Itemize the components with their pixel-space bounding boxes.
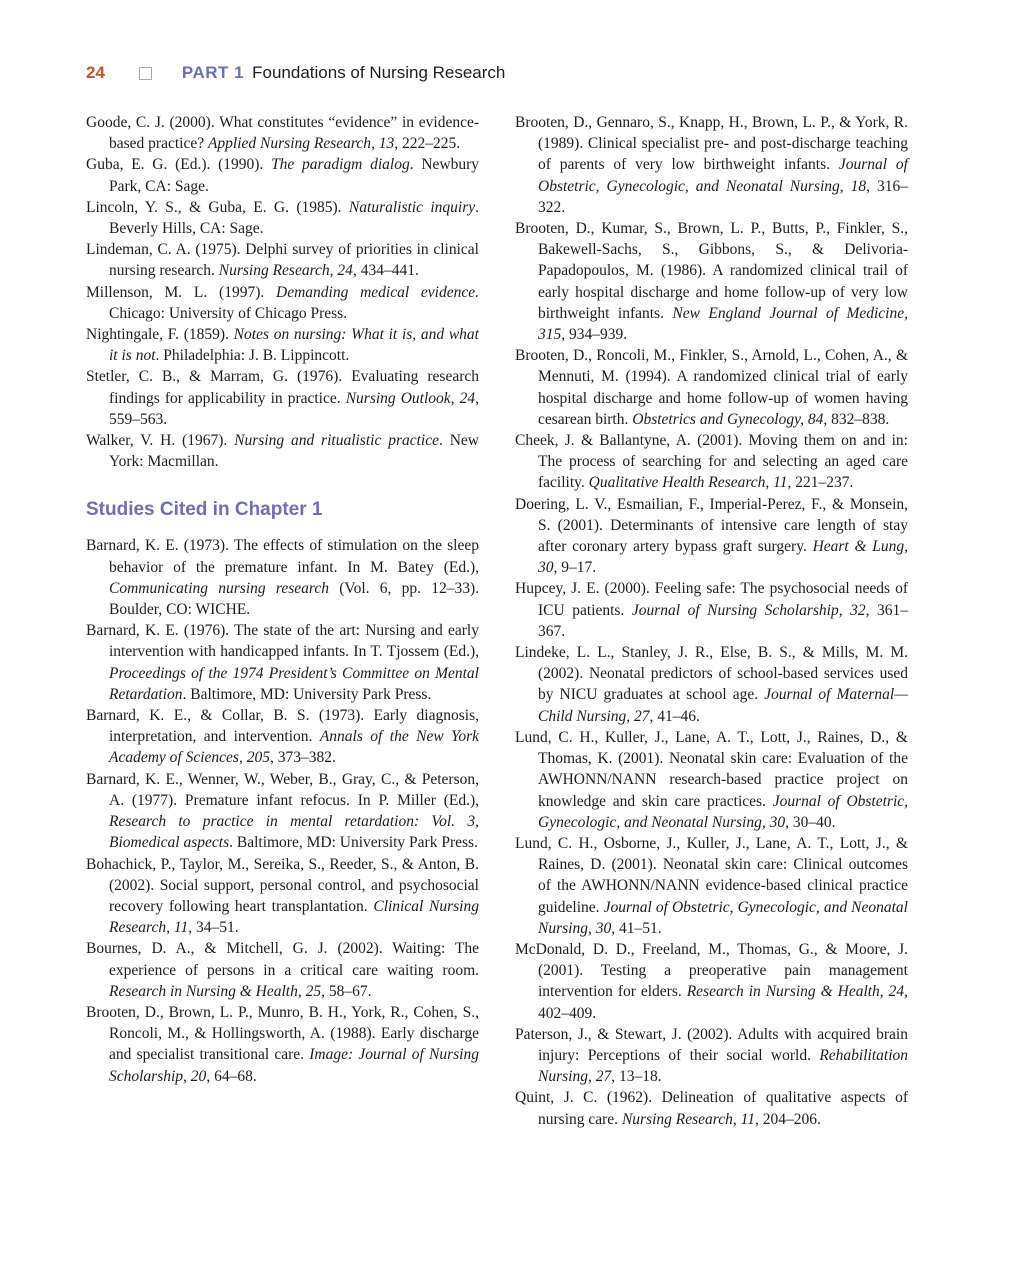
reference-source-title: Clinical Nursing Research, 11: [109, 897, 479, 937]
left-column: [86, 112, 479, 1087]
reference-entry: [86, 854, 479, 939]
reference-source-title: Communicating nursing research: [109, 579, 329, 597]
part-title: Foundations of Nursing Research: [252, 63, 506, 82]
reference-entry: [86, 197, 479, 239]
reference-pages: , 30–40.: [785, 813, 836, 831]
reference-text: Brooten, D., Brown, L. P., Munro, B. H., York, R., Cohen, S., Roncoli, M., & Hollingsworth, A. (1988). Early discharge and specialist transitional care.: [86, 1003, 479, 1064]
reference-pages: . New York: Macmillan.: [109, 432, 479, 471]
reference-source-title: Heart & Lung, 30: [538, 538, 908, 577]
reference-entry: [86, 154, 479, 196]
reference-text: Lindeman, C. A. (1975). Delphi survey of priorities in clinical nursing research.: [86, 241, 479, 280]
reference-text: Nightingale, F. (1859).: [86, 326, 234, 344]
reference-text: Millenson, M. L. (1997).: [86, 283, 276, 301]
reference-source-title: Rehabilitation Nursing, 27: [538, 1046, 908, 1086]
reference-pages: , 402–409.: [538, 983, 908, 1022]
reference-pages: , 434–441.: [352, 262, 419, 280]
reference-text: Barnard, K. E., Wenner, W., Weber, B., Gray, C., & Peterson, A. (1977). Premature infant refocus. In P. Miller (Ed.),: [86, 770, 479, 809]
reference-pages: . Newbury Park, CA: Sage.: [109, 156, 479, 195]
reference-text: Barnard, K. E., & Collar, B. S. (1973). Early diagnosis, interpretation, and intervention.: [86, 707, 479, 746]
reference-text: Quint, J. C. (1962). Delineation of qualitative aspects of nursing care.: [515, 1089, 908, 1128]
reference-source-title: Naturalistic inquiry: [348, 198, 476, 216]
studies-cited-list: [86, 535, 479, 1086]
reference-entry: [86, 430, 479, 472]
reference-source-title: Demanding medical evidence.: [276, 283, 479, 301]
reference-entry: [86, 620, 479, 705]
reference-text: McDonald, D. D., Freeland, M., Thomas, G., & Moore, J. (2001). Testing a preoperative pain management intervention for elders.: [515, 940, 908, 1001]
reference-text: Stetler, C. B., & Marram, G. (1976). Evaluating research findings for applicability in practice.: [86, 368, 479, 407]
separator-square-icon: [139, 67, 152, 80]
reference-entry: [86, 769, 479, 854]
reference-source-title: Research in Nursing & Health, 25: [109, 982, 322, 1000]
reference-entry: [515, 218, 908, 345]
reference-source-title: Proceedings of the 1974 President’s Committee on Mental Retardation: [109, 664, 479, 703]
reference-pages: , 9–17.: [553, 559, 597, 577]
reference-entry: [86, 1002, 479, 1087]
reference-source-title: Journal of Nursing Scholarship, 32: [631, 601, 866, 619]
reference-entry: [515, 430, 908, 494]
reference-pages: . Beverly Hills, CA: Sage.: [109, 198, 479, 238]
reference-text: Lund, C. H., Kuller, J., Lane, A. T., Lott, J., Raines, D., & Thomas, K. (2001). Neonatal skin care: Evaluation of the AWHONN/NANN research-based practice project on knowledge and skin care practices.: [515, 728, 908, 810]
reference-source-title: Obstetrics and Gynecology, 84: [632, 410, 824, 428]
studies-cited-list-continued: [515, 112, 908, 1130]
reference-entry: [515, 833, 908, 939]
reference-entry: [86, 112, 479, 154]
reference-source-title: New England Journal of Medicine, 315: [538, 304, 908, 344]
reference-entry: [515, 578, 908, 642]
reference-source-title: Applied Nursing Research, 13: [207, 135, 395, 153]
reference-source-title: Notes on nursing: What it is, and what it is not: [109, 326, 479, 365]
reference-text: Brooten, D., Gennaro, S., Knapp, H., Brown, L. P., & York, R. (1989). Clinical specialist pre- and post-discharge teaching of parents of very low birthweight infants.: [515, 114, 908, 174]
reference-entry: [515, 642, 908, 727]
reference-text: Goode, C. J. (2000). What constitutes “evidence” in evidence-based practice?: [86, 114, 479, 153]
reference-pages: . Baltimore, MD: University Park Press.: [229, 834, 478, 852]
part-label: PART 1: [181, 63, 245, 82]
reference-source-title: Annals of the New York Academy of Sciences, 205: [109, 728, 479, 767]
reference-source-title: Research in Nursing & Health, 24: [686, 983, 905, 1001]
reference-source-title: Research to practice in mental retardation: Vol. 3, Biomedical aspects: [109, 813, 479, 852]
reference-pages: , 832–838.: [823, 410, 890, 428]
reference-text: Paterson, J., & Stewart, J. (2002). Adults with acquired brain injury: Perceptions of their social world.: [515, 1025, 908, 1064]
reference-text: Barnard, K. E. (1976). The state of the art: Nursing and early intervention with handicapped infants. In T. Tjossem (Ed.),: [86, 622, 479, 661]
reference-entry: [515, 494, 908, 579]
reference-text: Bohachick, P., Taylor, M., Sereika, S., Reeder, S., & Anton, B. (2002). Social support, personal control, and psychosocial recovery following heart transplantation.: [86, 855, 479, 915]
reference-pages: . Baltimore, MD: University Park Press.: [182, 685, 432, 703]
reference-source-title: Qualitative Health Research, 11: [588, 474, 788, 492]
reference-pages: , 373–382.: [269, 749, 336, 767]
reference-source-title: Journal of Obstetric, Gynecologic, and Neonatal Nursing, 18: [538, 156, 908, 195]
section-heading: Studies Cited in Chapter 1: [86, 499, 323, 521]
reference-source-title: Nursing Research, 24: [218, 262, 353, 280]
reference-text: Doering, L. V., Esmailian, F., Imperial-Perez, F., & Monsein, S. (2001). Determinants of intensive care length of stay after coronary artery bypass graft surgery.: [515, 495, 908, 556]
right-column: [515, 112, 908, 1130]
reference-text: Lincoln, Y. S., & Guba, E. G. (1985).: [86, 198, 349, 216]
reference-entry: [515, 112, 908, 218]
running-header: [86, 60, 505, 86]
reference-source-title: Nursing Outlook, 24: [345, 389, 476, 407]
reference-entry: [86, 535, 479, 620]
reference-entry: [86, 366, 479, 430]
reference-entry: [86, 239, 479, 281]
reference-pages: , 204–206.: [754, 1110, 821, 1128]
reference-pages: , 41–46.: [649, 707, 700, 725]
reference-source-title: Image: Journal of Nursing Scholarship, 20: [109, 1046, 479, 1085]
reference-pages: , 934–939.: [561, 326, 628, 344]
reference-entry: [515, 727, 908, 833]
reference-pages: , 58–67.: [321, 982, 372, 1000]
reference-pages: , 64–68.: [206, 1067, 257, 1085]
reference-text: Lund, C. H., Osborne, J., Kuller, J., Lane, A. T., Lott, J., & Raines, D. (2001). Neonatal skin care: Clinical outcomes of the AWHONN/NANN evidence-based clinical practice guideline.: [515, 834, 908, 916]
reference-entry: [515, 345, 908, 430]
reference-entry: [86, 282, 479, 324]
reference-pages: , 41–51.: [611, 919, 662, 937]
reference-text: Lindeke, L. L., Stanley, J. R., Else, B. S., & Mills, M. M. (2002). Neonatal predictors of school-based services used by NICU graduates at school age.: [515, 644, 908, 704]
reference-entry: [515, 939, 908, 1024]
reference-pages: Chicago: University of Chicago Press.: [109, 304, 348, 322]
reference-text: Bournes, D. A., & Mitchell, G. J. (2002). Waiting: The experience of persons in a critical care waiting room.: [86, 940, 479, 979]
reference-pages: , 361–367.: [538, 601, 909, 640]
reference-text: Cheek, J. & Ballantyne, A. (2001). Moving them on and in: The process of searching for and selecting an aged care facility.: [515, 432, 908, 492]
reference-pages: , 559–563.: [109, 389, 479, 428]
reference-source-title: Journal of Obstetric, Gynecologic, and Neonatal Nursing, 30: [538, 898, 908, 937]
reference-entry: [86, 938, 479, 1002]
reference-text: Walker, V. H. (1967).: [86, 432, 235, 450]
reference-pages: , 221–237.: [787, 474, 854, 492]
reference-pages: , 222–225.: [394, 135, 461, 153]
reference-source-title: Journal of Obstetric, Gynecologic, and Neonatal Nursing, 30: [538, 792, 909, 831]
reference-pages: (Vol. 6, pp. 12–33). Boulder, CO: WICHE.: [109, 579, 480, 619]
reference-source-title: Nursing Research, 11: [621, 1110, 755, 1128]
reference-text: Barnard, K. E. (1973). The effects of stimulation on the sleep behavior of the premature infant. In M. Batey (Ed.),: [86, 537, 479, 576]
reference-pages: , 316–322.: [538, 177, 908, 216]
reference-text: Guba, E. G. (Ed.). (1990).: [86, 156, 272, 174]
reference-entry: [86, 324, 479, 366]
reference-entry: [515, 1087, 908, 1129]
page-number: 24: [86, 63, 105, 82]
reference-entry: [86, 705, 479, 769]
reference-pages: . Philadelphia: J. B. Lippincott.: [155, 347, 350, 365]
references-list: [86, 112, 479, 472]
reference-text: Brooten, D., Roncoli, M., Finkler, S., Arnold, L., Cohen, A., & Mennuti, M. (1994). A randomized clinical trial of early hospital discharge and home follow-up of women having cesarean birth.: [515, 347, 908, 428]
reference-pages: , 13–18.: [611, 1068, 662, 1086]
reference-text: Hupcey, J. E. (2000). Feeling safe: The psychosocial needs of ICU patients.: [515, 580, 908, 619]
reference-entry: [515, 1024, 908, 1088]
reference-source-title: Nursing and ritualistic practice: [234, 432, 439, 450]
reference-pages: , 34–51.: [188, 919, 239, 937]
reference-source-title: The paradigm dialog: [271, 156, 410, 174]
reference-text: Brooten, D., Kumar, S., Brown, L. P., Butts, P., Finkler, S., Bakewell-Sachs, S., Gibbons, S., & Delivoria-Papadopoulos, M. (1986). A randomized clinical trail of early hospital discharge and home follow-up of very low birthweight infants.: [515, 220, 908, 322]
reference-source-title: Journal of Maternal—Child Nursing, 27: [538, 686, 908, 725]
